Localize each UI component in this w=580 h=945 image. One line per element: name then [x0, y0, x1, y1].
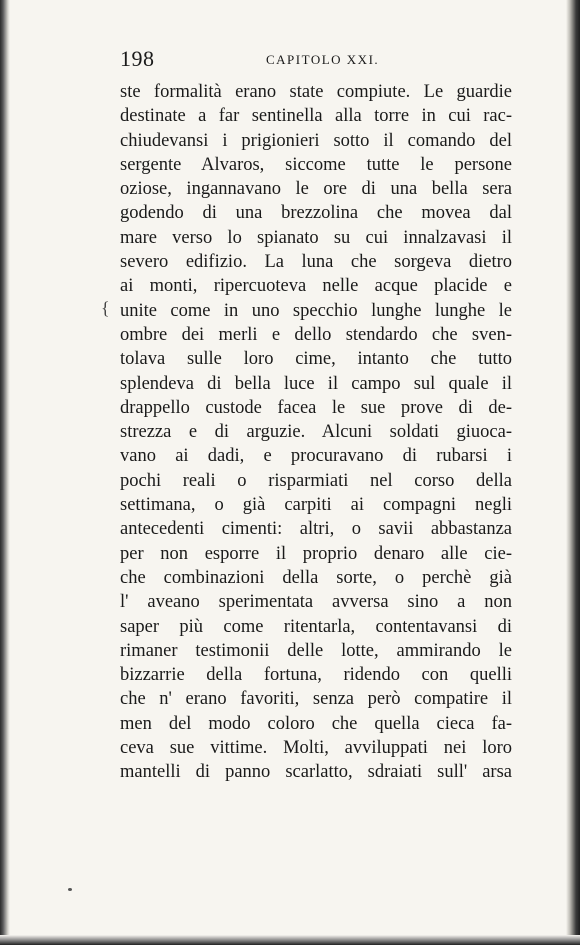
text-line: chiudevansi i prigionieri sotto il comando del — [120, 130, 512, 151]
text-line: mantelli di panno scarlatto, sdraiati sull' arsa — [120, 762, 512, 783]
body-text — [120, 80, 512, 785]
text-line: bizzarrie della fortuna, ridendo con quelli — [120, 665, 512, 686]
margin-mark: { — [101, 298, 110, 318]
text-line: settimana, o già carpiti ai compagni negli — [120, 495, 512, 516]
text-line: drappello custode facea le sue prove di de- — [120, 397, 512, 418]
text-line: sergente Alvaros, siccome tutte le persone — [120, 154, 512, 175]
text-line: oziose, ingannavano le ore di una bella sera — [120, 179, 512, 200]
text-line: mare verso lo spianato su cui innalzavasi il — [120, 227, 512, 248]
text-line: pochi reali o risparmiati nel corso della — [120, 470, 512, 491]
text-line: destinate a far sentinella alla torre in cui rac- — [120, 106, 512, 127]
text-line: per non esporre il proprio denaro alle cie- — [120, 543, 512, 564]
running-head: CAPITOLO XXI. — [266, 52, 380, 67]
text-line: severo edifizio. La luna che sorgeva dietro — [120, 252, 512, 273]
text-line: strezza e di arguzie. Alcuni soldati giuoca- — [120, 422, 512, 443]
text-line: che n' erano favoriti, senza però compatire il — [120, 689, 512, 710]
text-line: l' aveano sperimentata avversa sino a non — [120, 592, 512, 613]
page-left-edge — [0, 0, 10, 945]
page-bottom-edge — [0, 935, 580, 945]
paper-speck — [68, 888, 72, 891]
text-line: vano ai dadi, e procuravano di rubarsi i — [120, 446, 512, 467]
page-right-edge — [566, 0, 580, 945]
text-line: che combinazioni della sorte, o perchè già — [120, 567, 512, 588]
text-line: splendeva di bella luce il campo sul quale il — [120, 373, 512, 394]
text-line: antecedenti cimenti: altri, o savii abbastanza — [120, 519, 512, 540]
text-line: godendo di una brezzolina che movea dal — [120, 203, 512, 224]
text-line: ste formalità erano state compiute. Le guardie — [120, 82, 512, 102]
text-line: ombre dei merli e dello stendardo che sven- — [120, 324, 512, 345]
text-line: ceva sue vittime. Molti, avviluppati nei loro — [120, 738, 512, 759]
text-line: men del modo coloro che quella cieca fa- — [120, 713, 512, 734]
page-header — [120, 46, 514, 74]
text-line: tolava sulle loro cime, intanto che tutto — [120, 349, 512, 370]
text-line: unite come in uno specchio lunghe lunghe le — [120, 300, 512, 321]
text-line: rimaner testimonii delle lotte, ammirando le — [120, 640, 512, 661]
text-line: ai monti, ripercuoteva nelle acque placide e — [120, 276, 512, 297]
page-number: 198 — [120, 46, 155, 71]
text-line: saper più come ritentarla, contentavansi di — [120, 616, 512, 637]
